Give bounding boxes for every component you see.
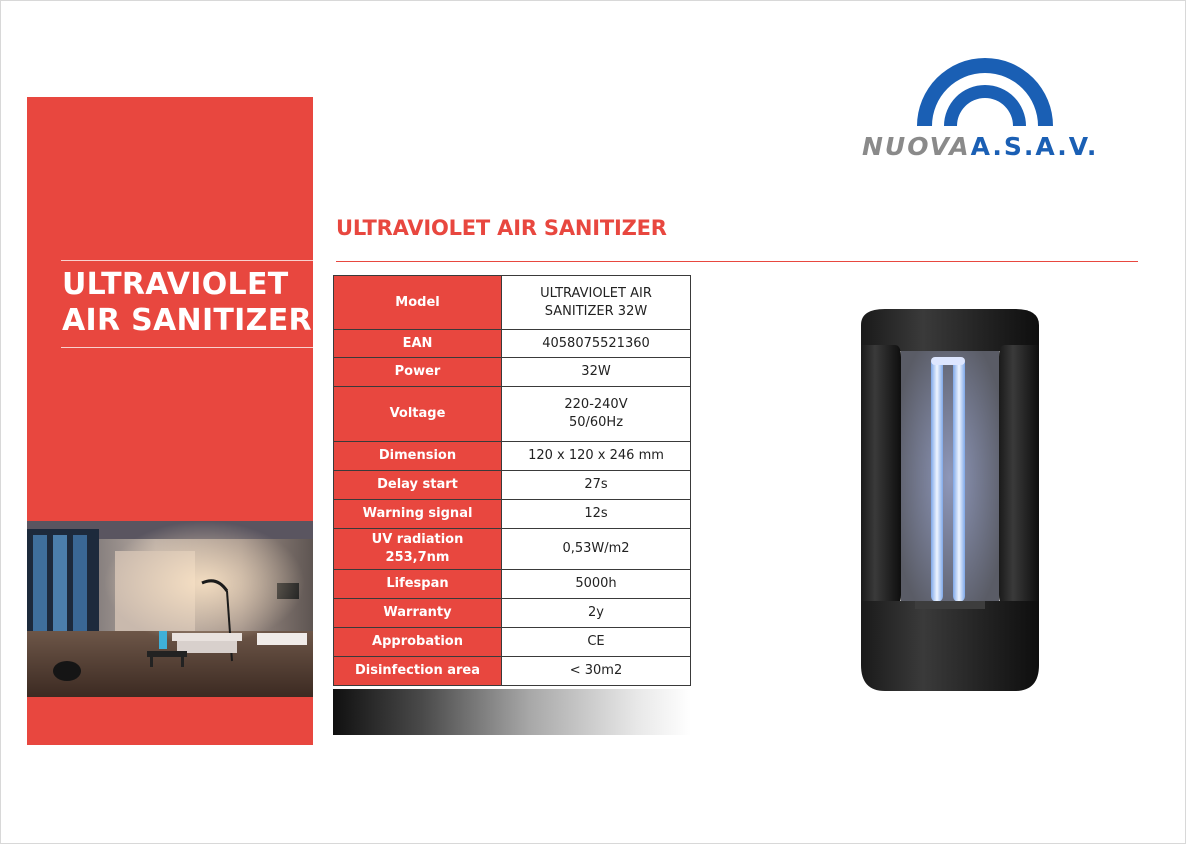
banner-title [62, 267, 332, 339]
spec-row-ean [334, 330, 691, 358]
spec-value: 220-240V 50/60Hz [502, 387, 691, 442]
logo-word-nuova: NUOVA [862, 132, 971, 161]
spec-row-warranty [334, 599, 691, 628]
spec-row-power [334, 358, 691, 387]
product-photo [855, 305, 1045, 695]
spec-row-approbation [334, 628, 691, 657]
spec-label: Disinfection area [334, 657, 502, 686]
spec-label: Model [334, 276, 502, 330]
spec-value: 0,53W/m2 [502, 529, 691, 570]
spec-label: Power [334, 358, 502, 387]
logo-arcs-icon [862, 40, 1122, 130]
spec-label: Lifespan [334, 570, 502, 599]
spec-value: 12s [502, 500, 691, 529]
spec-row-disinfection-area [334, 657, 691, 686]
gradient-bar [333, 689, 691, 735]
spec-label: Dimension [334, 442, 502, 471]
spec-value: 4058075521360 [502, 330, 691, 358]
spec-label: UV radiation 253,7nm [334, 529, 502, 570]
spec-value: < 30m2 [502, 657, 691, 686]
spec-label: EAN [334, 330, 502, 358]
spec-value: 27s [502, 471, 691, 500]
spec-row-model [334, 276, 691, 330]
spec-label: Voltage [334, 387, 502, 442]
logo-word-asav: A.S.A.V. [970, 132, 1099, 161]
spec-row-dimension [334, 442, 691, 471]
logo-text [862, 132, 1098, 161]
spec-value: 5000h [502, 570, 691, 599]
spec-value: 120 x 120 x 246 mm [502, 442, 691, 471]
spec-row-voltage [334, 387, 691, 442]
spec-row-warning-signal [334, 500, 691, 529]
spec-value: CE [502, 628, 691, 657]
spec-table [333, 275, 691, 686]
banner-title-line-1: ULTRAVIOLET [62, 267, 289, 302]
spec-row-lifespan [334, 570, 691, 599]
banner-title-line-2: AIR SANITIZER [62, 303, 312, 338]
room-photo [27, 521, 313, 697]
spec-label: Warranty [334, 599, 502, 628]
spec-value: 32W [502, 358, 691, 387]
spec-value: 2y [502, 599, 691, 628]
banner-top-rule [61, 260, 331, 261]
banner-bottom-rule [61, 347, 331, 348]
spec-label: Delay start [334, 471, 502, 500]
spec-value: ULTRAVIOLET AIR SANITIZER 32W [502, 276, 691, 330]
spec-row-uv-radiation [334, 529, 691, 570]
spec-row-delay-start [334, 471, 691, 500]
side-banner [27, 97, 313, 745]
spec-label: Approbation [334, 628, 502, 657]
heading-rule [336, 261, 1138, 262]
spec-label: Warning signal [334, 500, 502, 529]
page-title: ULTRAVIOLET AIR SANITIZER [336, 216, 667, 240]
company-logo [862, 40, 1122, 165]
